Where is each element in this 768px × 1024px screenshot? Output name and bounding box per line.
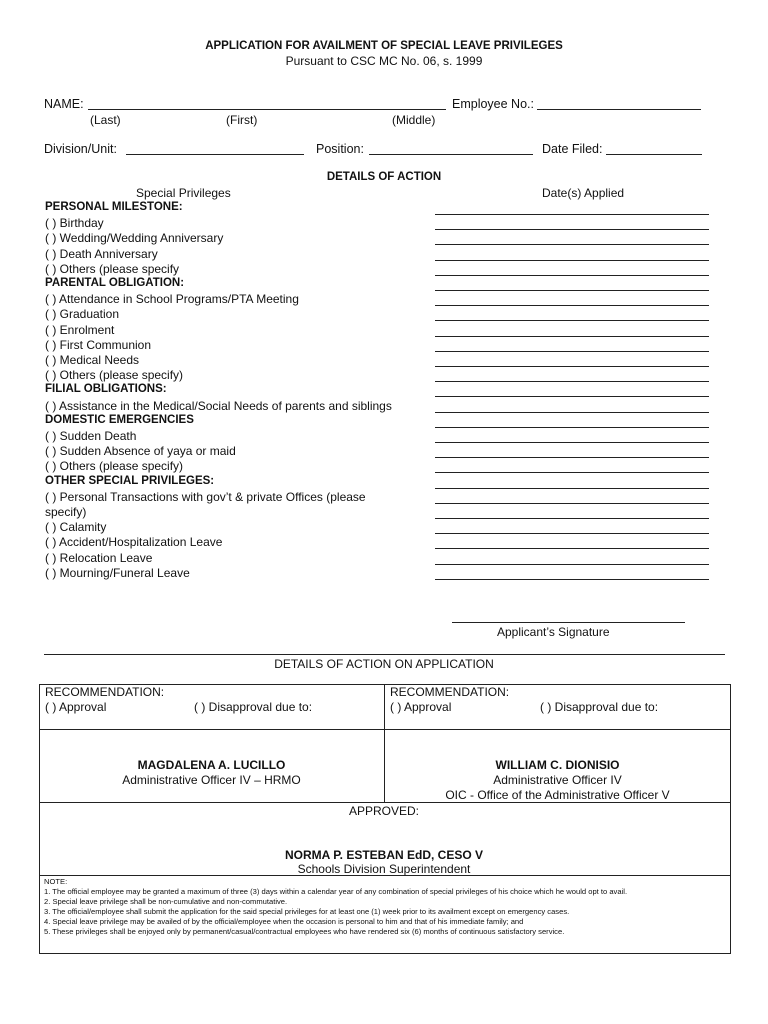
right-disapproval-option[interactable]: ( ) Disapproval due to:: [540, 700, 659, 714]
privilege-option[interactable]: ( ) Calamity: [45, 520, 107, 535]
form-subtitle: Pursuant to CSC MC No. 06, s. 1999: [285, 54, 483, 68]
details-heading: DETAILS OF ACTION: [326, 171, 442, 183]
name-label: NAME:: [44, 97, 84, 111]
date-applied-line[interactable]: [435, 229, 709, 230]
position-field[interactable]: [369, 143, 533, 155]
privilege-category: FILIAL OBLIGATIONS:: [45, 383, 167, 396]
right-approval-option[interactable]: ( ) Approval: [390, 700, 452, 714]
date-applied-line[interactable]: [435, 518, 709, 519]
date-applied-line[interactable]: [435, 320, 709, 321]
date-applied-line[interactable]: [435, 275, 709, 276]
note-item-3: 3. The official/employee shall submit the application for the said special privileges for at least one (1) week prior to its availment except on emergency cases.: [44, 907, 570, 916]
privilege-option[interactable]: ( ) Medical Needs: [45, 353, 140, 367]
employee-no-field[interactable]: [537, 98, 701, 110]
right-officer-title: Administrative Officer IV: [493, 773, 622, 787]
table-divider-mid: [39, 802, 731, 803]
approver-name: NORMA P. ESTEBAN EdD, CESO V: [284, 848, 484, 862]
date-applied-line[interactable]: [435, 336, 709, 337]
privilege-option[interactable]: ( ) Wedding/Wedding Anniversary: [45, 231, 224, 246]
privilege-option[interactable]: ( ) Death Anniversary: [45, 246, 158, 261]
position-label: Position:: [316, 142, 364, 156]
right-officer-name: WILLIAM C. DIONISIO: [495, 758, 620, 772]
date-applied-line[interactable]: [435, 533, 709, 534]
privilege-category: PERSONAL MILESTONE:: [45, 201, 183, 213]
privilege-option[interactable]: ( ) Personal Transactions with gov’t & private Offices (please: [45, 489, 366, 504]
privilege-option[interactable]: ( ) Sudden Death: [45, 429, 137, 443]
special-privileges-column-header: Special Privileges: [136, 186, 231, 200]
privilege-option[interactable]: ( ) First Communion: [45, 337, 152, 352]
form-title: APPLICATION FOR AVAILMENT OF SPECIAL LEAVE PRIVILEGES: [205, 40, 563, 52]
left-officer-name: MAGDALENA A. LUCILLO: [137, 758, 286, 772]
right-officer-title-2: OIC - Office of the Administrative Officer V: [445, 788, 670, 802]
date-filed-label: Date Filed:: [542, 142, 603, 156]
note-item-2: 2. Special leave privilege shall be non-cumulative and non-commutative.: [44, 897, 288, 906]
privilege-category: PARENTAL OBLIGATION:: [45, 277, 185, 289]
date-applied-line[interactable]: [435, 442, 709, 443]
date-applied-line[interactable]: [435, 579, 709, 580]
privilege-category: DOMESTIC EMERGENCIES: [45, 413, 194, 426]
date-applied-line[interactable]: [435, 427, 709, 428]
date-applied-line[interactable]: [435, 366, 709, 367]
action-heading: DETAILS OF ACTION ON APPLICATION: [274, 657, 494, 671]
privilege-category: OTHER SPECIAL PRIVILEGES:: [45, 474, 215, 487]
date-applied-line[interactable]: [435, 488, 709, 489]
date-applied-line[interactable]: [435, 548, 709, 549]
privilege-option[interactable]: ( ) Graduation: [45, 307, 120, 322]
date-applied-line[interactable]: [435, 472, 709, 473]
privilege-option[interactable]: ( ) Others (please specify): [45, 368, 184, 383]
left-approval-option[interactable]: ( ) Approval: [45, 700, 107, 714]
privilege-option[interactable]: ( ) Others (please specify: [45, 261, 180, 276]
date-applied-line[interactable]: [435, 244, 709, 245]
date-applied-line[interactable]: [435, 260, 709, 261]
date-applied-line[interactable]: [435, 351, 709, 352]
privilege-option[interactable]: ( ) Relocation Leave: [45, 550, 153, 565]
privilege-option[interactable]: ( ) Accident/Hospitalization Leave: [45, 535, 223, 550]
employee-no-label: Employee No.:: [452, 97, 534, 111]
date-filed-field[interactable]: [606, 143, 702, 155]
middle-name-caption: (Middle): [392, 113, 436, 127]
name-field[interactable]: [88, 98, 446, 110]
date-applied-line[interactable]: [435, 381, 709, 382]
note-item-5: 5. These privileges shall be enjoyed only by permanent/casual/contractual employees who have rendered six (6) months of continuous satisfactory service.: [44, 927, 565, 936]
division-field[interactable]: [126, 143, 304, 155]
section-divider: [44, 654, 725, 655]
table-divider-top: [39, 729, 731, 730]
right-recommendation-label: RECOMMENDATION:: [390, 685, 510, 699]
first-name-caption: (First): [226, 113, 258, 127]
left-disapproval-option[interactable]: ( ) Disapproval due to:: [194, 700, 313, 714]
privilege-option[interactable]: ( ) Others (please specify): [45, 459, 184, 474]
left-officer-title: Administrative Officer IV – HRMO: [122, 773, 301, 787]
division-label: Division/Unit:: [44, 142, 117, 156]
approved-label: APPROVED:: [348, 804, 420, 818]
privilege-option[interactable]: ( ) Attendance in School Programs/PTA Meeting: [45, 292, 299, 307]
applicant-signature-label: Applicant’s Signature: [497, 625, 610, 639]
left-recommendation-label: RECOMMENDATION:: [45, 685, 165, 699]
privilege-option[interactable]: ( ) Mourning/Funeral Leave: [45, 565, 190, 580]
dates-applied-column-header: Date(s) Applied: [542, 186, 625, 200]
privilege-option[interactable]: ( ) Sudden Absence of yaya or maid: [45, 444, 236, 459]
date-applied-line[interactable]: [435, 396, 709, 397]
date-applied-line[interactable]: [435, 412, 709, 413]
signature-line[interactable]: [452, 622, 685, 623]
privilege-option[interactable]: ( ) Assistance in the Medical/Social Needs of parents and siblings: [45, 398, 392, 413]
privilege-option[interactable]: ( ) Birthday: [45, 216, 104, 231]
approver-title: Schools Division Superintendent: [297, 862, 471, 876]
date-applied-line[interactable]: [435, 290, 709, 291]
date-applied-line[interactable]: [435, 503, 709, 504]
date-applied-line[interactable]: [435, 564, 709, 565]
note-item-1: 1. The official employee may be granted a maximum of three (3) days within a calendar year of any combination of special privileges of his choice which he would opt to avail.: [44, 887, 628, 896]
notes-label: NOTE:: [44, 877, 68, 886]
date-applied-line[interactable]: [435, 457, 709, 458]
privilege-option[interactable]: specify): [45, 505, 87, 519]
notes-section: [44, 877, 724, 937]
date-applied-line[interactable]: [435, 305, 709, 306]
date-applied-line[interactable]: [435, 214, 709, 215]
privilege-option[interactable]: ( ) Enrolment: [45, 322, 115, 337]
note-item-4: 4. Special leave privilege may be availed of by the official/employee when the occasion is personal to him and that of his immediate family; and: [44, 917, 524, 926]
last-name-caption: (Last): [90, 113, 121, 127]
